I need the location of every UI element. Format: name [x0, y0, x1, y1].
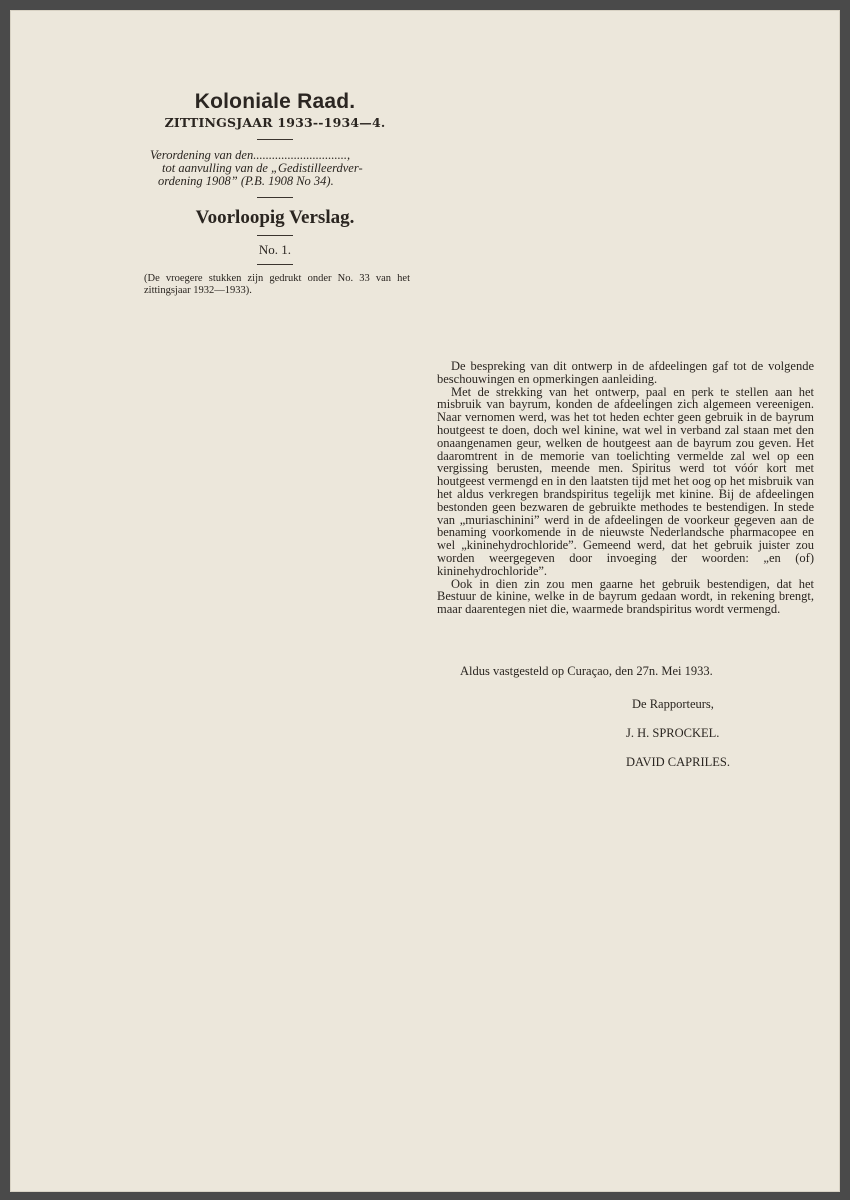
ordinance-line: tot aanvulling van de „Gedistilleerdver- [162, 161, 363, 175]
session-year: ZITTINGSJAAR 1933--1934—4. [164, 115, 386, 130]
divider [257, 235, 293, 236]
document-header [140, 90, 410, 296]
ordinance-line: Verordening van den.............................., [150, 148, 351, 162]
report-number: No. 1. [258, 242, 292, 257]
ordinance-description [140, 149, 410, 188]
document-page [10, 10, 840, 1192]
council-title: Koloniale Raad. [194, 90, 356, 113]
place-date: Aldus vastgesteld op Curaçao, den 27n. Mei 1933. [460, 664, 713, 678]
signatory: J. H. SPROCKEL. [626, 726, 720, 740]
rapporteurs-label: De Rapporteurs, [632, 697, 714, 711]
divider [257, 197, 293, 198]
signoff [460, 664, 810, 770]
divider [257, 264, 293, 265]
report-body [437, 360, 814, 616]
divider [257, 139, 293, 140]
paragraph: Ook in dien zin zou men gaarne het gebruik bestendigen, dat het Bestuur de kinine, welke in de bayrum gedaan wordt, in rekening brengt, maar daarentegen niet die, waarmede brandspiritus wordt vermengd. [437, 576, 814, 617]
ordinance-line: ordening 1908” (P.B. 1908 No 34). [158, 174, 334, 188]
previous-documents-note: (De vroegere stukken zijn gedrukt onder No. 33 van het zittingsjaar 1932—1933). [144, 273, 410, 296]
paragraph: Met de strekking van het ontwerp, paal en perk te stellen aan het misbruik van bayrum, konden de afdeelingen zich algemeen vereenigen. Naar vernomen werd, was het tot heden echter geen gebruik in de bayrum houtgeest te doen, doch wel kinine, wat wel in verband zal staan met den onaangenamen geur, welken de houtgeest aan de bayrum zou geven. Het daaromtrent in de memorie van toelichting vermelde zal wel op een vergissing berusten, meende men. Spiritus werd tot vóór kort met houtgeest vermengd en in den laatsten tijd met het oog op het misbruik van het aldus verkregen brandspiritus tegelijk met kinine. Bij de afdeelingen bestonden geen bezwaren de gebruikte methodes te bestendigen. In stede van „muriaschinini” werd in de afdeelingen de voorkeur gegeven aan de benaming voorkomende in de nieuwste Nederlandsche pharmacopee en wel „kininehydrochloride”. Gemeend werd, dat het gebruik juister zou worden weergegeven door invoeging der woorden: „en (of) kininehydrochloride”. [437, 384, 814, 578]
signatory: DAVID CAPRILES. [626, 755, 730, 769]
paragraph: De bespreking van dit ontwerp in de afdeelingen gaf tot de volgende beschouwingen en opmerkingen aanleiding. [437, 359, 814, 386]
report-title: Voorloopig Verslag. [195, 207, 355, 228]
